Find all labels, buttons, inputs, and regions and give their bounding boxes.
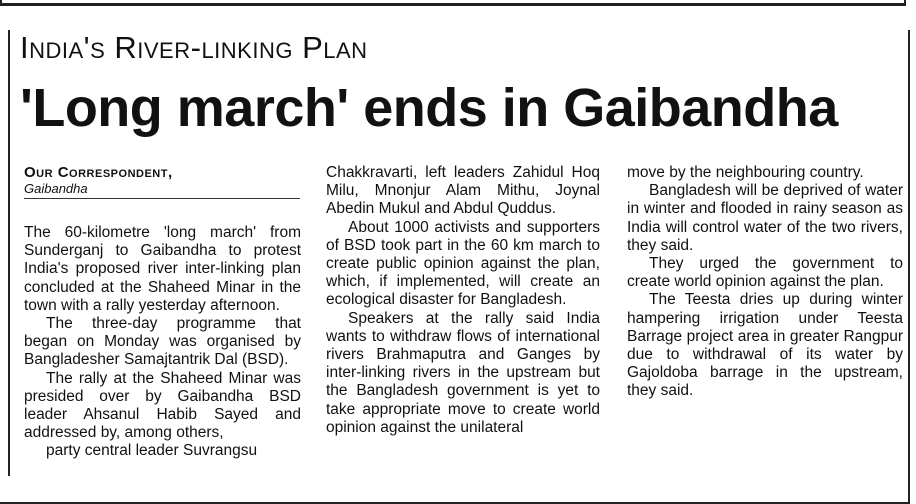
article-kicker: India's River-linking Plan bbox=[20, 30, 368, 65]
paragraph: The rally at the Shaheed Minar was presided over by Gaibandha BSD leader Ahsanul Habib Sayed and addressed by, among others, bbox=[24, 369, 301, 442]
paragraph: Chakkravarti, left leaders Zahidul Hoq Milu, Mnonjur Alam Mithu, Joynal Abedin Mukul and Abdul Quddus. bbox=[326, 164, 600, 218]
article-headline: 'Long march' ends in Gaibandha bbox=[20, 78, 838, 138]
paragraph: Speakers at the rally said India wants to withdraw flows of international rivers Brahmaputra and Ganges by inter-linking rivers in the upstream but the Bangladesh government is yet to take appropriate move to create world opinion against the unilateral bbox=[326, 309, 600, 436]
left-column-rule bbox=[8, 30, 10, 476]
article-column-1 bbox=[24, 224, 301, 461]
byline bbox=[24, 164, 300, 199]
right-border-rule bbox=[908, 30, 910, 504]
paragraph: The three-day programme that began on Monday was organised by Bangladesher Samajtantrik Dal (BSD). bbox=[24, 315, 301, 369]
paragraph: They urged the government to create world opinion against the plan. bbox=[627, 255, 903, 291]
byline-author: Our Correspondent, bbox=[24, 164, 173, 181]
paragraph: The Teesta dries up during winter hampering irrigation under Teesta Barrage project area in greater Rangpur due to withdrawal of its water by Gajoldoba barrage in the upstream, they said. bbox=[627, 291, 903, 400]
top-border-rule bbox=[0, 0, 906, 6]
article-column-3 bbox=[627, 164, 903, 401]
paragraph: About 1000 activists and supporters of BSD took part in the 60 km march to create public opinion against the plan, which, if implemented, will create an ecological disaster for Bangladesh. bbox=[326, 218, 600, 309]
article-column-2 bbox=[326, 164, 600, 437]
paragraph: move by the neighbouring country. bbox=[627, 164, 864, 181]
paragraph: The 60-kilometre 'long march' from Sunderganj to Gaibandha to protest India's proposed river inter-linking plan concluded at the Shaheed Minar in the town with a rally yesterday afternoon. bbox=[24, 224, 301, 314]
paragraph: party central leader Suvrangsu bbox=[46, 442, 258, 460]
byline-place: Gaibandha bbox=[24, 181, 88, 196]
paragraph: Bangladesh will be deprived of water in winter and flooded in rainy season as India will control water of the two rivers, they said. bbox=[627, 182, 903, 254]
